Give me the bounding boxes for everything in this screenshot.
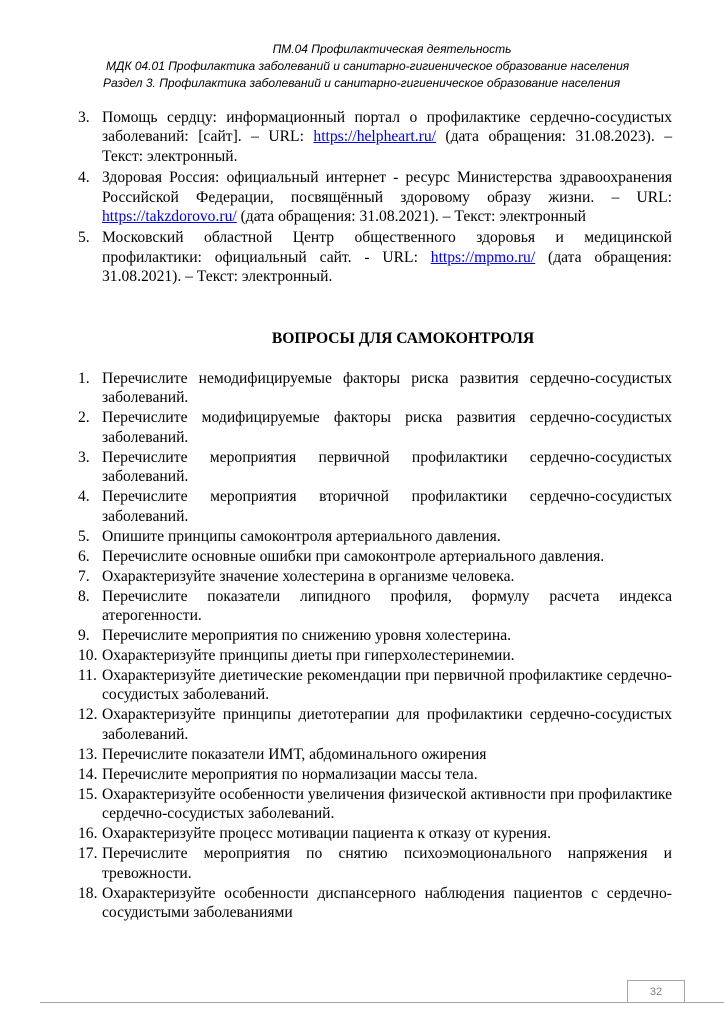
item-number: 15. bbox=[78, 785, 98, 803]
question-text: Опишите принципы самоконтроля артериального давления. bbox=[102, 527, 501, 545]
question-item bbox=[78, 666, 672, 705]
reference-text: Помощь сердцу: информационный портал о профилактике сердечно-сосудистых заболеваний: [сайт]. – URL: https://helpheart.ru/ (дата обращения: 31.08.2023). – Текст: электронный. bbox=[102, 109, 672, 165]
question-text: Охарактеризуйте диетические рекомендации при первичной профилактике сердечно-сосудистых заболеваний. bbox=[102, 667, 672, 704]
question-text: Перечислите немодифицируемые факторы риска развития сердечно-сосудистых заболеваний. bbox=[102, 370, 672, 407]
question-text: Перечислите модифицируемые факторы риска развития сердечно-сосудистых заболеваний. bbox=[102, 409, 672, 446]
question-item bbox=[78, 705, 672, 744]
question-item bbox=[78, 408, 672, 447]
item-number: 17. bbox=[78, 845, 98, 863]
question-item bbox=[78, 745, 672, 764]
item-number: 9. bbox=[78, 627, 90, 645]
question-text: Перечислите мероприятия по снижению уровня холестерина. bbox=[102, 627, 512, 645]
item-number: 5. bbox=[78, 229, 90, 247]
question-text: Охарактеризуйте особенности увеличения физической активности при профилактике сердечно-сосудистых заболеваний. bbox=[102, 785, 672, 823]
reference-text: Московский областной Центр общественного здоровья и медицинской профилактики: официальный сайт. - URL: https://mpmo.ru/ (дата обращения: 31.08.2021). – Текст: электронный. bbox=[102, 229, 672, 286]
item-number: 8. bbox=[78, 587, 90, 605]
item-number: 6. bbox=[78, 547, 90, 565]
header-section: Раздел 3. Профилактика заболеваний и санитарно-гигиеническое образование населения bbox=[103, 76, 621, 90]
question-item bbox=[78, 646, 672, 665]
item-number: 12. bbox=[78, 706, 98, 724]
question-item bbox=[78, 587, 672, 626]
item-number: 5. bbox=[78, 527, 90, 545]
question-item bbox=[78, 369, 672, 408]
item-number: 18. bbox=[78, 884, 98, 902]
question-item bbox=[78, 626, 672, 645]
question-text: Перечислите показатели липидного профиля, формулу расчета индекса атерогенности. bbox=[102, 587, 672, 625]
reference-link[interactable]: https://helpheart.ru/ bbox=[313, 128, 436, 146]
question-text: Перечислите показатели ИМТ, абдоминального ожирения bbox=[102, 745, 487, 763]
item-number: 10. bbox=[78, 647, 98, 665]
header-module: ПМ.04 Профилактическая деятельность bbox=[272, 42, 512, 56]
question-text: Охарактеризуйте значение холестерина в организме человека. bbox=[102, 567, 515, 585]
reference-link[interactable]: https://takzdorovo.ru/ bbox=[102, 208, 237, 226]
item-number: 11. bbox=[78, 667, 97, 685]
question-text: Охарактеризуйте процесс мотивации пациента к отказу от курения. bbox=[102, 825, 551, 843]
question-item bbox=[78, 567, 672, 586]
questions-list bbox=[78, 369, 672, 923]
item-number: 13. bbox=[78, 745, 98, 763]
item-number: 2. bbox=[78, 409, 90, 427]
question-text: Охарактеризуйте принципы диеты при гиперхолестеринемии. bbox=[102, 647, 515, 665]
list-item bbox=[78, 228, 672, 286]
question-item bbox=[78, 527, 672, 546]
reference-text: Здоровая Россия: официальный интернет - ресурс Министерства здравоохранения Российской Федерации, посвящённый здоровому образу жизни. – URL: https://takzdorovo.ru/ (дата обращения: 31.08.2021). – Текст: электронный bbox=[102, 169, 672, 226]
page-number: 32 bbox=[627, 980, 685, 1003]
page-header bbox=[0, 41, 724, 92]
item-number: 3. bbox=[78, 448, 90, 466]
question-item bbox=[78, 547, 672, 566]
question-text: Перечислите мероприятия по снятию психоэмоционального напряжения и тревожности. bbox=[102, 845, 672, 882]
question-text: Охарактеризуйте особенности диспансерного наблюдения пациентов с сердечно-сосудистыми заболеваниями bbox=[102, 884, 672, 922]
list-item bbox=[78, 108, 672, 166]
question-item bbox=[78, 487, 672, 526]
item-number: 4. bbox=[78, 488, 90, 506]
question-item bbox=[78, 884, 672, 923]
item-number: 3. bbox=[78, 109, 90, 126]
question-item bbox=[78, 824, 672, 843]
list-item bbox=[78, 168, 672, 226]
question-item bbox=[78, 765, 672, 784]
question-text: Перечислите мероприятия первичной профилактики сердечно-сосудистых заболеваний. bbox=[102, 448, 672, 486]
question-text: Перечислите мероприятия по нормализации массы тела. bbox=[102, 765, 478, 783]
references-list bbox=[78, 108, 672, 289]
question-item bbox=[78, 844, 672, 883]
question-text: Перечислите мероприятия вторичной профилактики сердечно-сосудистых заболеваний. bbox=[102, 488, 672, 525]
item-number: 16. bbox=[78, 825, 98, 843]
question-item bbox=[78, 448, 672, 487]
question-text: Перечислите основные ошибки при самоконтроле артериального давления. bbox=[102, 547, 605, 565]
reference-link[interactable]: https://mpmo.ru/ bbox=[430, 248, 536, 266]
header-course: МДК 04.01 Профилактика заболеваний и санитарно-гигиеническое образование населения bbox=[106, 59, 630, 73]
item-number: 4. bbox=[78, 169, 90, 187]
question-text: Охарактеризуйте принципы диетотерапии для профилактики сердечно-сосудистых заболеваний. bbox=[102, 706, 672, 743]
footer-divider bbox=[40, 1002, 724, 1003]
item-number: 1. bbox=[78, 370, 90, 387]
item-number: 14. bbox=[78, 765, 98, 783]
section-title: ВОПРОСЫ ДЛЯ САМОКОНТРОЛЯ bbox=[271, 330, 535, 347]
question-item bbox=[78, 785, 672, 824]
item-number: 7. bbox=[78, 567, 90, 585]
